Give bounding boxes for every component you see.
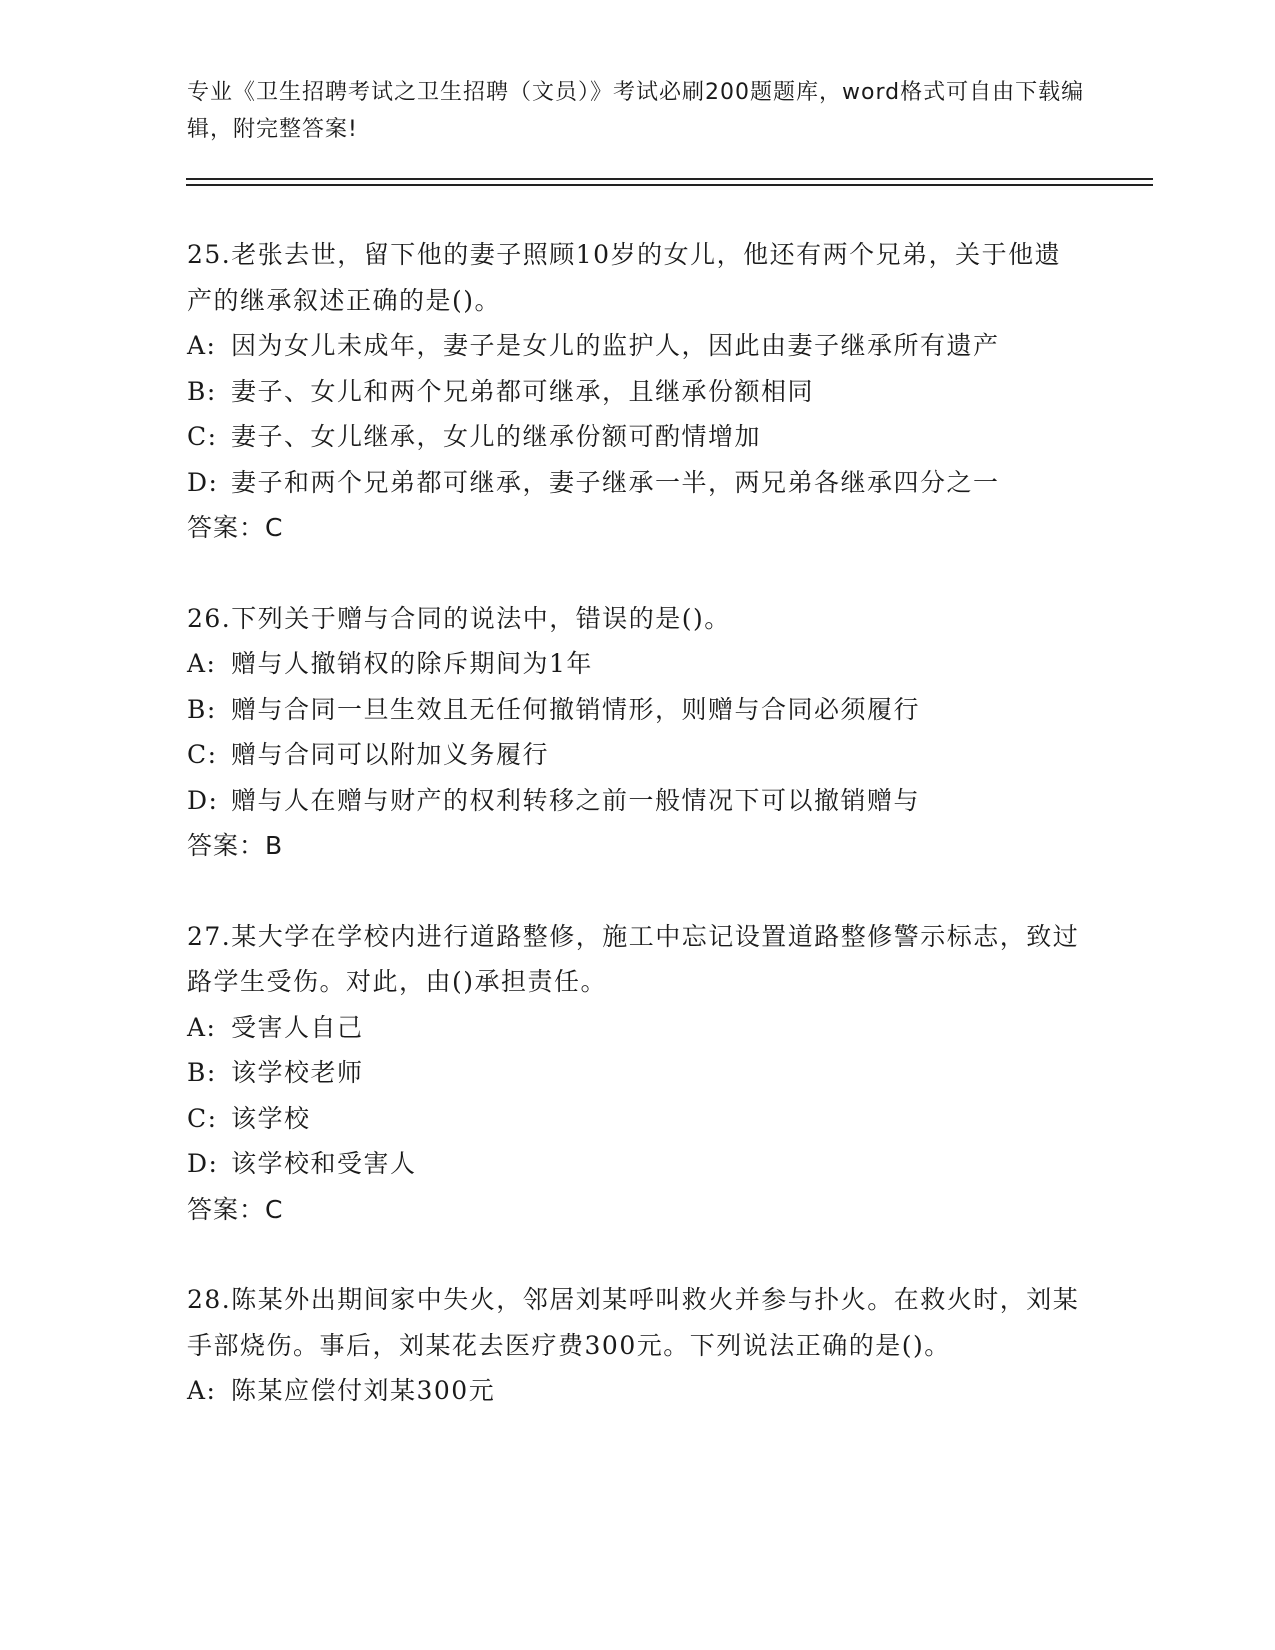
question-stem: 26.下列关于赠与合同的说法中，错误的是()。	[187, 603, 731, 633]
option-text: 赠与人撤销权的除斥期间为1年	[231, 649, 593, 678]
option-letter: A:	[187, 1012, 217, 1042]
header-rule-bottom	[186, 184, 1153, 186]
option-letter: C:	[187, 1103, 218, 1133]
option-b	[187, 1050, 1087, 1096]
answer-line: 答案：C	[187, 513, 284, 542]
option-d	[187, 778, 1087, 824]
option-text: 妻子、女儿和两个兄弟都可继承，且继承份额相同	[231, 376, 815, 406]
option-text: 该学校	[231, 1103, 311, 1133]
option-letter: A:	[187, 649, 217, 678]
option-text: 该学校老师	[231, 1058, 364, 1087]
option-text: 赠与人在赠与财产的权利转移之前一般情况下可以撤销赠与	[231, 785, 921, 815]
option-text: 陈某应偿付刘某300元	[231, 1376, 496, 1405]
option-letter: D:	[187, 1149, 219, 1178]
option-a	[187, 641, 1087, 687]
question-28	[187, 1277, 1087, 1414]
answer-line: 答案：B	[187, 831, 284, 860]
option-text: 该学校和受害人	[231, 1149, 417, 1178]
option-d	[187, 1141, 1087, 1187]
option-text: 因为女儿未成年，妻子是女儿的监护人，因此由妻子继承所有遗产	[231, 331, 1000, 360]
option-letter: C:	[187, 740, 218, 769]
question-stem: 27.某大学在学校内进行道路整修，施工中忘记设置道路整修警示标志，致过路学生受伤。对此，由()承担责任。	[187, 921, 1080, 996]
question-stem: 28.陈某外出期间家中失火，邻居刘某呼叫救火并参与扑火。在救火时，刘某手部烧伤。事后，刘某花去医疗费300元。下列说法正确的是()。	[187, 1285, 1080, 1360]
option-text: 赠与合同可以附加义务履行	[231, 740, 550, 769]
option-b	[187, 687, 1087, 733]
option-c	[187, 414, 1087, 460]
option-letter: D:	[187, 467, 219, 497]
question-list	[187, 232, 1087, 1459]
option-a	[187, 1368, 1087, 1414]
option-letter: D:	[187, 785, 219, 815]
option-letter: B:	[187, 376, 217, 406]
option-a	[187, 323, 1087, 369]
option-text: 受害人自己	[231, 1012, 364, 1042]
option-d	[187, 460, 1087, 506]
answer-line: 答案：C	[187, 1194, 284, 1224]
option-letter: B:	[187, 694, 217, 724]
question-stem: 25.老张去世，留下他的妻子照顾10岁的女儿，他还有两个兄弟，关于他遗产的继承叙述正确的是()。	[187, 240, 1062, 315]
option-letter: A:	[187, 331, 217, 360]
question-26	[187, 596, 1087, 869]
option-b	[187, 369, 1087, 415]
question-25	[187, 232, 1087, 551]
option-c	[187, 1096, 1087, 1142]
option-text: 妻子、女儿继承，女儿的继承份额可酌情增加	[231, 422, 762, 451]
option-text: 妻子和两个兄弟都可继承，妻子继承一半，两兄弟各继承四分之一	[231, 467, 1000, 497]
question-27	[187, 914, 1087, 1233]
option-letter: A:	[187, 1376, 217, 1405]
option-letter: C:	[187, 422, 218, 451]
header-rule-top	[186, 178, 1153, 180]
option-text: 赠与合同一旦生效且无任何撤销情形，则赠与合同必须履行	[231, 694, 921, 724]
option-a	[187, 1005, 1087, 1051]
document-header: 专业《卫生招聘考试之卫生招聘（文员）》考试必刷200题题库，word格式可自由下载编辑，附完整答案!	[187, 80, 1085, 142]
option-letter: B:	[187, 1058, 217, 1087]
option-c	[187, 732, 1087, 778]
